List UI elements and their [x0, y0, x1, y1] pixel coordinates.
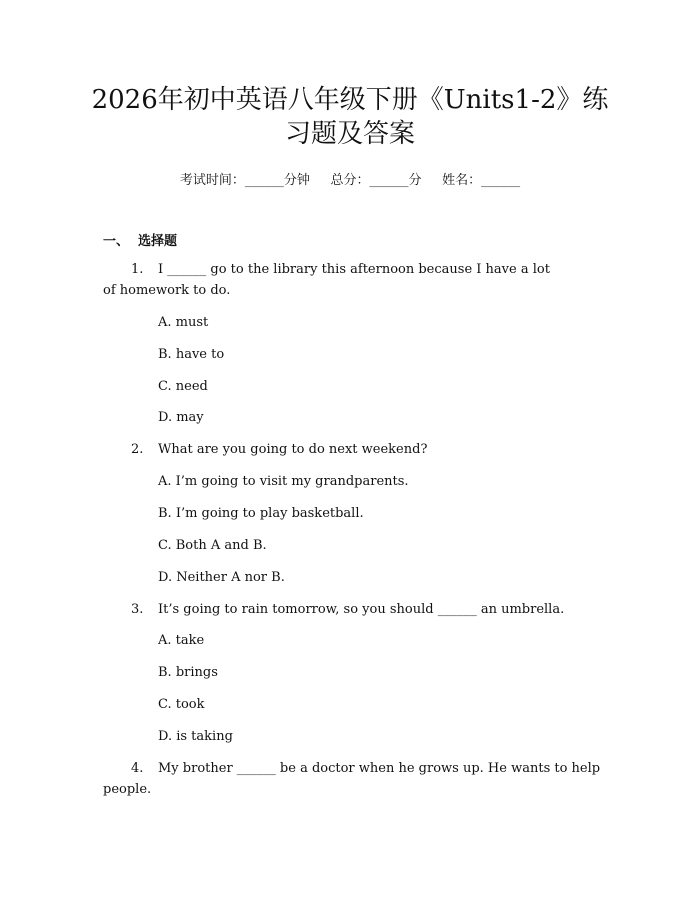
- question-text: I ______ go to the library this afternoon because I have a lot: [158, 262, 550, 277]
- exam-title-line-1: 2026年初中英语八年级下册《Units1-2》练: [91, 85, 609, 115]
- answer-option: B. I’m going to play basketball.: [158, 506, 364, 521]
- answer-option: C. took: [158, 697, 205, 712]
- exam-title-line-2: 习题及答案: [284, 119, 415, 149]
- answer-option: A. take: [158, 633, 205, 648]
- answer-option: C. Both A and B.: [158, 538, 267, 553]
- question-text-continued: of homework to do.: [103, 283, 231, 298]
- answer-option: D. is taking: [158, 729, 233, 744]
- question-text: My brother ______ be a doctor when he grows up. He wants to help: [158, 761, 601, 776]
- answer-option: A. I’m going to visit my grandparents.: [158, 474, 409, 489]
- question-text-continued: people.: [103, 782, 152, 797]
- question-number: 4.: [131, 761, 144, 776]
- answer-option: B. brings: [158, 665, 218, 680]
- answer-option: A. must: [158, 315, 209, 330]
- question-text: What are you going to do next weekend?: [158, 442, 428, 457]
- question-number: 2.: [131, 442, 144, 457]
- section-title: 一、 选择题: [103, 234, 178, 249]
- answer-option: B. have to: [158, 347, 225, 362]
- question-text: It’s going to rain tomorrow, so you should ______ an umbrella.: [158, 602, 565, 617]
- question-number: 1.: [131, 262, 144, 277]
- answer-option: D. may: [158, 410, 204, 425]
- answer-option: D. Neither A nor B.: [158, 570, 285, 585]
- answer-option: C. need: [158, 379, 208, 394]
- exam-meta-line: 考试时间：______分钟 总分：______分 姓名：______: [179, 173, 521, 188]
- question-number: 3.: [131, 602, 144, 617]
